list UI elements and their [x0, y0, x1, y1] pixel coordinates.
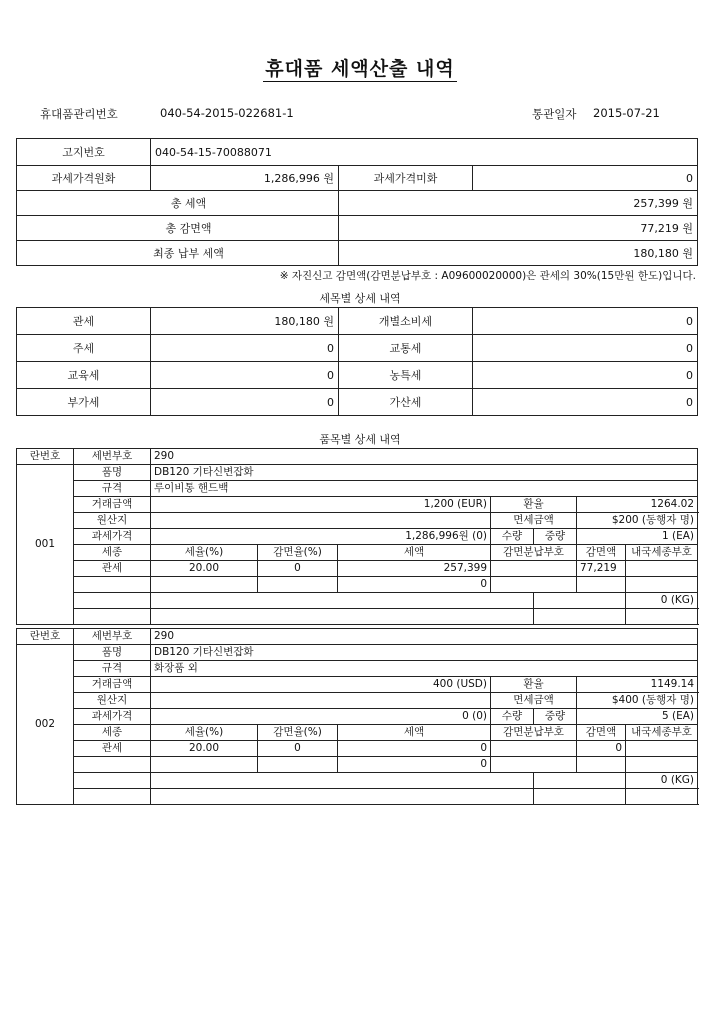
exempt-label: 면세금액 — [491, 513, 577, 529]
exempt-label: 면세금액 — [491, 693, 577, 709]
tax-rate-header: 세율(%) — [151, 725, 258, 741]
detail-row — [17, 335, 698, 362]
tax-type-header: 세종 — [74, 545, 151, 561]
qty-label: 수량 — [491, 709, 534, 725]
reduce-code-cell — [491, 561, 577, 577]
tax-amount-cell: 257,399 — [338, 561, 491, 577]
detail-value: 0 — [473, 389, 698, 416]
name-label: 품명 — [74, 465, 151, 481]
total-tax-label: 총 세액 — [17, 191, 339, 216]
reduce-code-header: 감면분납부호 — [491, 545, 577, 561]
rate-value: 1149.14 — [577, 677, 698, 693]
taxable-value: 0 (0) — [151, 709, 491, 725]
exempt-value: $400 (동행자 명) — [577, 693, 698, 709]
detail-row — [17, 389, 698, 416]
rate-value: 1264.02 — [577, 497, 698, 513]
reduce-rate-cell: 0 — [258, 561, 338, 577]
detail-label: 개별소비세 — [339, 308, 473, 335]
reduce-code-cell — [491, 741, 577, 757]
name-value: DB120 기타신변잡화 — [151, 645, 698, 661]
taxable-label: 과세가격 — [74, 709, 151, 725]
spec-value: 화장품 외 — [151, 661, 698, 677]
reduce-amount-cell: 0 — [577, 741, 626, 757]
weight-label: 중량 — [534, 709, 577, 725]
detail-value: 0 — [151, 362, 339, 389]
reduce-code-header: 감면분납부호 — [491, 725, 577, 741]
detail-value: 0 — [473, 362, 698, 389]
tax-rate-header: 세율(%) — [151, 545, 258, 561]
detail-value: 0 — [473, 308, 698, 335]
detail-label: 농특세 — [339, 362, 473, 389]
price-row — [17, 166, 698, 191]
notice-no: 040-54-15-70088071 — [151, 139, 698, 166]
detail-value: 0 — [151, 335, 339, 362]
origin-label: 원산지 — [74, 513, 151, 529]
qty-label: 수량 — [491, 529, 534, 545]
amount-value: 1,200 (EUR) — [151, 497, 491, 513]
tax-amount-cell: 0 — [338, 757, 491, 773]
detail-row — [17, 308, 698, 335]
mgmt-no-value: 040-54-2015-022681-1 — [160, 106, 294, 120]
origin-value — [151, 513, 491, 529]
domestic-code-cell — [626, 741, 698, 757]
weight-label: 중량 — [534, 529, 577, 545]
detail-row — [17, 362, 698, 389]
reduce-amount-header: 감면액 — [577, 545, 626, 561]
final-tax-value: 180,180 원 — [339, 241, 698, 266]
line-no-label: 란번호 — [17, 629, 74, 645]
name-label: 품명 — [74, 645, 151, 661]
detail-value: 0 — [151, 389, 339, 416]
item-table-001 — [16, 448, 698, 625]
rate-label: 환율 — [491, 677, 577, 693]
tax-row — [17, 561, 698, 577]
total-tax-value: 257,399 원 — [339, 191, 698, 216]
line-no-label: 란번호 — [17, 449, 74, 465]
summary-table — [16, 138, 698, 266]
page-title: 휴대품 세액산출 내역 — [265, 58, 455, 80]
taxable-label: 과세가격 — [74, 529, 151, 545]
spec-label: 규격 — [74, 481, 151, 497]
rate-label: 환율 — [491, 497, 577, 513]
total-reduction-row — [17, 216, 698, 241]
tax-amount-header: 세액 — [338, 545, 491, 561]
krw-value: 1,286,996 원 — [151, 166, 339, 191]
detail-label: 교육세 — [17, 362, 151, 389]
reduce-amount-cell: 77,219 — [577, 561, 626, 577]
reduction-note: ※ 자진신고 감면액(감면분납부호 : A09600020000)은 관세의 30%(15만원 한도)입니다. — [279, 270, 696, 282]
mgmt-no-label: 휴대품관리번호 — [40, 107, 118, 121]
tax-type-cell: 관세 — [74, 741, 151, 757]
hs-code-value: 290 — [151, 449, 698, 465]
line-no-value: 001 — [17, 465, 74, 625]
tax-amount-cell: 0 — [338, 741, 491, 757]
tax-amount-header: 세액 — [338, 725, 491, 741]
reduce-rate-header: 감면율(%) — [258, 725, 338, 741]
detail-label: 주세 — [17, 335, 151, 362]
krw-label: 과세가격원화 — [17, 166, 151, 191]
items-heading: 품목별 상세 내역 — [319, 433, 401, 446]
tax-row — [17, 741, 698, 757]
spec-label: 규격 — [74, 661, 151, 677]
usd-value: 0 — [473, 166, 698, 191]
notice-row — [17, 139, 698, 166]
line-no-value: 002 — [17, 645, 74, 805]
origin-value — [151, 693, 491, 709]
amount-label: 거래금액 — [74, 497, 151, 513]
item-table-002 — [16, 628, 698, 805]
weight-total-row — [17, 593, 698, 609]
total-reduction-value: 77,219 원 — [339, 216, 698, 241]
hs-code-label: 세번부호 — [74, 449, 151, 465]
detail-label: 관세 — [17, 308, 151, 335]
weight-total-row — [17, 773, 698, 789]
detail-value: 180,180 원 — [151, 308, 339, 335]
spec-value: 루이비통 핸드백 — [151, 481, 698, 497]
name-value: DB120 기타신변잡화 — [151, 465, 698, 481]
tax-rate-cell: 20.00 — [151, 741, 258, 757]
domestic-code-header: 내국세종부호 — [626, 545, 698, 561]
tax-type-cell: 관세 — [74, 561, 151, 577]
taxable-value: 1,286,996원 (0) — [151, 529, 491, 545]
detail-label: 가산세 — [339, 389, 473, 416]
tax-rate-cell: 20.00 — [151, 561, 258, 577]
detail-heading: 세목별 상세 내역 — [319, 292, 401, 305]
final-tax-label: 최종 납부 세액 — [17, 241, 339, 266]
detail-label: 부가세 — [17, 389, 151, 416]
notice-label: 고지번호 — [17, 139, 151, 166]
amount-label: 거래금액 — [74, 677, 151, 693]
detail-label: 교통세 — [339, 335, 473, 362]
hs-code-value: 290 — [151, 629, 698, 645]
date-value: 2015-07-21 — [593, 106, 660, 120]
total-weight-cell: 0 (KG) — [626, 593, 698, 609]
amount-value: 400 (USD) — [151, 677, 491, 693]
detail-value: 0 — [473, 335, 698, 362]
tax-row — [17, 757, 698, 773]
qty-value: 5 (EA) — [577, 709, 698, 725]
date-label: 통관일자 — [532, 107, 577, 121]
reduce-rate-cell: 0 — [258, 741, 338, 757]
total-tax-row — [17, 191, 698, 216]
exempt-value: $200 (동행자 명) — [577, 513, 698, 529]
domestic-code-cell — [626, 561, 698, 577]
hs-code-label: 세번부호 — [74, 629, 151, 645]
tax-row — [17, 577, 698, 593]
usd-label: 과세가격미화 — [339, 166, 473, 191]
origin-label: 원산지 — [74, 693, 151, 709]
total-weight-cell: 0 (KG) — [626, 773, 698, 789]
tax-detail-table — [16, 307, 698, 416]
qty-value: 1 (EA) — [577, 529, 698, 545]
domestic-code-header: 내국세종부호 — [626, 725, 698, 741]
reduce-amount-header: 감면액 — [577, 725, 626, 741]
tax-type-header: 세종 — [74, 725, 151, 741]
final-tax-row — [17, 241, 698, 266]
reduce-rate-header: 감면율(%) — [258, 545, 338, 561]
tax-amount-cell: 0 — [338, 577, 491, 593]
total-reduction-label: 총 감면액 — [17, 216, 339, 241]
